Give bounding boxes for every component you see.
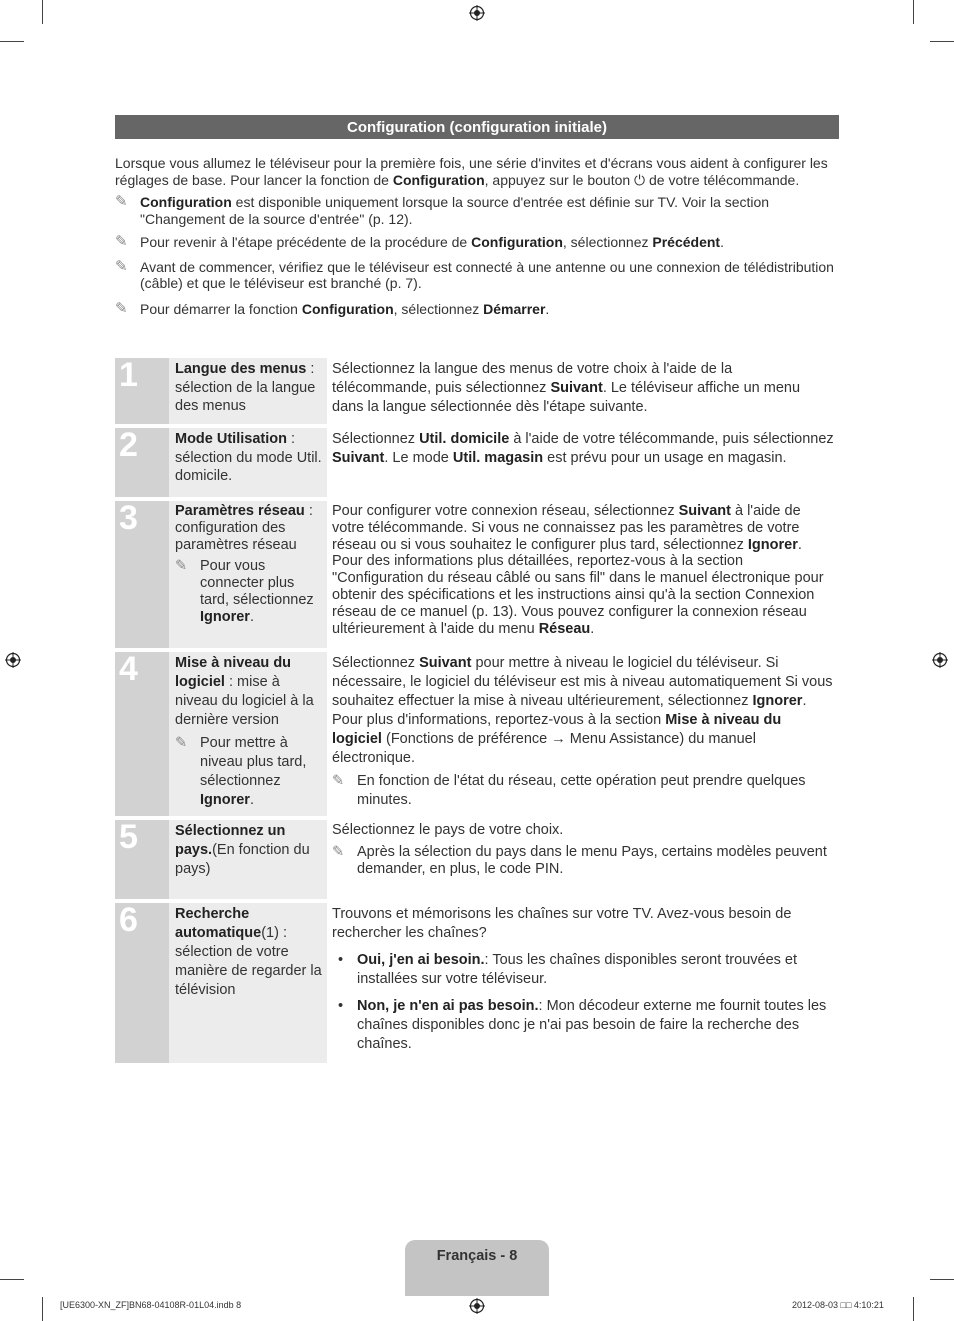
crop-mark: [42, 0, 43, 24]
step-number: 1: [115, 358, 169, 424]
registration-mark-icon: [5, 652, 21, 668]
step-row: [115, 899, 839, 1063]
intro-paragraph: Lorsque vous allumez le téléviseur pour la première fois, une série d'invites et d'écrans vous aident à configurer les réglages de base. Pour lancer la fonction de Configuration, appuyez sur le bouton ⏻ de votre télécommande.: [115, 155, 828, 188]
list-item: • Non, je n'en ai pas besoin.: Mon décodeur externe me fournit toutes les chaînes disponibles donc je n'ai pas besoin de faire la recherche des chaînes.: [338, 998, 827, 1052]
pencil-note-icon: ✎: [175, 558, 188, 574]
step-number: 4: [115, 652, 169, 816]
step-row: [115, 816, 839, 899]
step-number: 2: [115, 428, 169, 497]
pencil-note-icon: ✎: [332, 773, 345, 789]
crop-mark: [930, 1279, 954, 1280]
list-item: • Oui, j'en ai besoin.: Tous les chaînes disponibles seront trouvées et installées sur votre téléviseur.: [338, 952, 798, 987]
note: ✎ Configuration est disponible uniquement lorsque la source d'entrée est définie sur TV. Voir la section "Changement de la source d'entrée" (p. 12).: [115, 193, 770, 227]
step-label: Paramètres réseau : configuration des paramètres réseau ✎ Pour vous connecter plus tard, sélectionnez Ignorer.: [169, 501, 327, 648]
crop-mark: [913, 0, 914, 24]
crop-mark: [42, 1297, 43, 1321]
note: ✎ Pour revenir à l'étape précédente de la procédure de Configuration, sélectionnez Précédent.: [115, 233, 724, 250]
pencil-note-icon: ✎: [115, 233, 128, 250]
step-row: [115, 497, 839, 648]
step-row: [115, 354, 839, 424]
pencil-note-icon: ✎: [332, 843, 345, 860]
file-info: [UE6300-XN_ZF]BN68-04108R-01L04.indb 8: [60, 1300, 242, 1310]
registration-mark-icon: [469, 1298, 485, 1314]
page-number-tab: Français - 8: [405, 1240, 549, 1296]
step-label: Mode Utilisation : sélection du mode Util. domicile.: [169, 428, 327, 497]
setup-steps-table: [115, 354, 839, 1063]
step-description: Sélectionnez la langue des menus de votre choix à l'aide de la télécommande, puis sélectionnez Suivant. Le téléviseur affiche un menu dans la langue sélectionnée dès l'étape suivante.: [332, 361, 801, 415]
step-description: Sélectionnez Suivant pour mettre à niveau le logiciel du téléviseur. Si nécessaire, le logiciel du téléviseur est mis à niveau automatiquement Si vous souhaitez effectuer la mise à niveau ultérieurement, sélectionnez Ignorer. Pour plus d'informations, reportez-vous à la section Mise à niveau du logiciel (Fonctions de préférence → Menu Assistance) du manuel électronique. ✎ En fonction de l'état du réseau, cette opération peut prendre quelques minutes.: [327, 652, 839, 816]
step-description: Sélectionnez le pays de votre choix. ✎ Après la sélection du pays dans le menu Pays, certains modèles peuvent demander, en plus, le code PIN.: [327, 820, 839, 899]
step-label: Recherche automatique(1) : sélection de votre manière de regarder la télévision: [169, 903, 327, 1063]
note: ✎ Pour démarrer la fonction Configuration, sélectionnez Démarrer.: [115, 299, 550, 317]
crop-mark: [913, 1297, 914, 1321]
step-label: Sélectionnez un pays.(En fonction du pays): [169, 820, 327, 899]
pencil-note-icon: ✎: [115, 257, 128, 275]
pencil-note-icon: ✎: [115, 299, 128, 317]
note: ✎ Pour vous connecter plus tard, sélectionnez Ignorer.: [175, 558, 314, 625]
intro-section: [115, 155, 837, 317]
section-title: Configuration (configuration initiale): [115, 115, 839, 139]
registration-mark-icon: [932, 652, 948, 668]
print-date: 2012-08-03 □□ 4:10:21: [792, 1300, 884, 1310]
step-number: 5: [115, 820, 169, 899]
step-number: 3: [115, 501, 169, 648]
note: ✎ Après la sélection du pays dans le menu Pays, certains modèles peuvent demander, en plus, le code PIN.: [332, 843, 827, 877]
crop-mark: [0, 41, 24, 42]
pencil-note-icon: ✎: [115, 193, 128, 210]
pencil-note-icon: ✎: [175, 735, 188, 751]
step-number: 6: [115, 903, 169, 1063]
step-description: Pour configurer votre connexion réseau, sélectionnez Suivant à l'aide de votre télécommande. Si vous ne connaissez pas les paramètres de votre réseau ou si vous souhaitez le configurer plus tard, sélectionnez Ignorer. Pour des informations plus détaillées, reportez-vous à la section "Configuration du réseau câblé ou sans fil" dans le manuel électronique pour obtenir des spécifications et les instructions ainsi qu'à la section Connexion réseau de ce manuel (p. 13). Vous pouvez configurer la connexion réseau ultérieurement à l'aide du menu Réseau.: [332, 503, 824, 637]
step-row: [115, 424, 839, 497]
note: ✎ En fonction de l'état du réseau, cette opération peut prendre quelques minutes.: [332, 773, 806, 808]
step-label: Langue des menus : sélection de la langue des menus: [169, 358, 327, 424]
crop-mark: [0, 1279, 24, 1280]
step-row: [115, 648, 839, 816]
step-description: Trouvons et mémorisons les chaînes sur votre TV. Avez-vous besoin de rechercher les chaînes? • Oui, j'en ai besoin.: Tous les chaînes disponibles seront trouvées et installées sur votre téléviseur. • Non, je n'en ai pas besoin.: Mon décodeur externe me fournit toutes les chaînes disponibles donc je n'ai pas besoin de faire la recherche des chaînes.: [327, 903, 839, 1063]
note: ✎ Avant de commencer, vérifiez que le téléviseur est connecté à une antenne ou une connexion de télédistribution (câble) et que le téléviseur est branché (p. 7).: [115, 257, 834, 291]
registration-mark-icon: [469, 5, 485, 21]
note: ✎ Pour mettre à niveau plus tard, sélectionnez Ignorer.: [175, 735, 307, 808]
step-description: Sélectionnez Util. domicile à l'aide de votre télécommande, puis sélectionnez Suivant. Le mode Util. magasin est prévu pour un usage en magasin.: [332, 431, 834, 466]
crop-mark: [930, 41, 954, 42]
step-label: Mise à niveau du logiciel : mise à niveau du logiciel à la dernière version ✎ Pour mettre à niveau plus tard, sélectionnez Ignorer.: [169, 652, 327, 816]
